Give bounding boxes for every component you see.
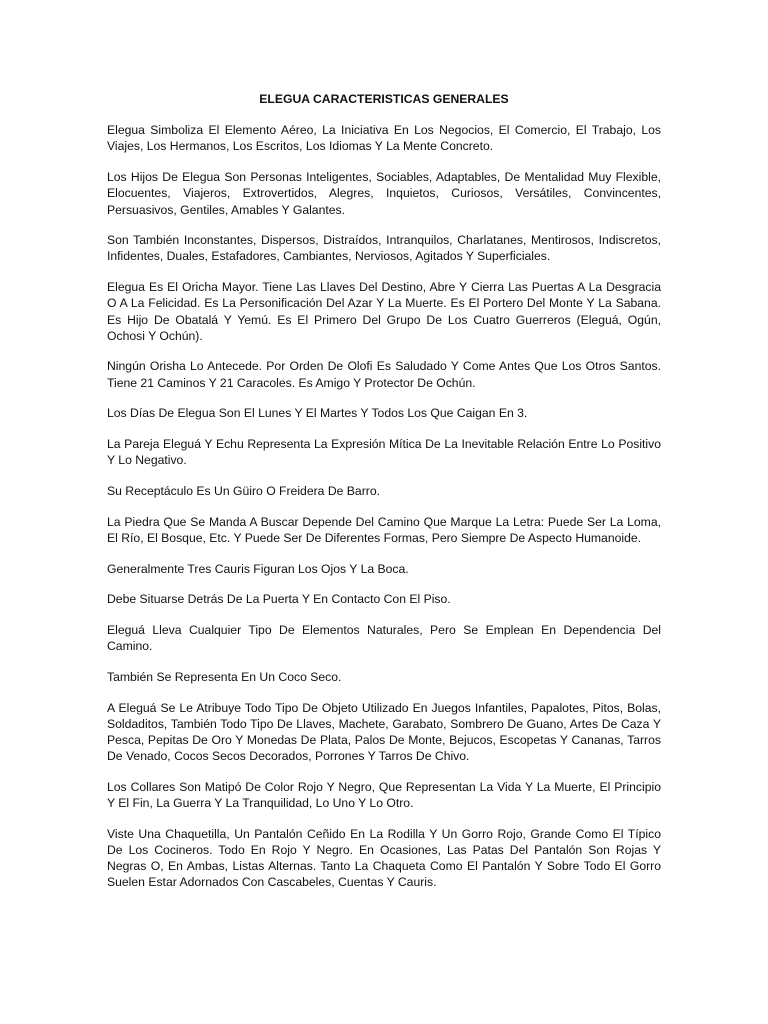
- paragraph-stone: La Piedra Que Se Manda A Buscar Depende Del Camino Que Marque La Letra: Puede Ser La Loma, El Río, El Bosque, Etc. Y Puede Ser De Diferentes Formas, Pero Siempre De Aspecto Humanoide.: [107, 514, 661, 545]
- paragraph-children-traits: Los Hijos De Elegua Son Personas Inteligentes, Sociables, Adaptables, De Mentalidad Muy Flexible, Elocuentes, Viajeros, Extrovertidos, Alegres, Inquietos, Curiosos, Versátiles, Convincentes, Persuasivos, Gentiles, Amables Y Galantes.: [107, 170, 661, 217]
- paragraph-natural-elements: Eleguá Lleva Cualquier Tipo De Elementos Naturales, Pero Se Emplean En Dependencia Del Camino.: [107, 622, 661, 654]
- paragraph-attributed-objects: A Eleguá Se Le Atribuye Todo Tipo De Objeto Utilizado En Juegos Infantiles, Papalotes, Pitos, Bolas, Soldaditos, También Todo Tipo De Llaves, Machete, Garabato, Sombrero De Guano, Artes De Caza Y Pesca, Pepitas De Oro Y Monedas De Plata, Palos De Monte, Bejucos, Escopetas Y Cananas, Tarros De Venado, Cocos Secos Decorados, Porrones Y Tarros De Chivo.: [107, 700, 661, 764]
- paragraph-oricha-mayor: Elegua Es El Oricha Mayor. Tiene Las Llaves Del Destino, Abre Y Cierra Las Puertas A La Desgracia O A La Felicidad. Es La Personificación Del Azar Y La Muerte. Es El Portero Del Monte Y La Sabana. Es Hijo De Obatalá Y Yemú. Es El Primero Del Grupo De Los Cuatro Guerreros (Eleguá, Ogún, Ochosi Y Ochún).: [107, 280, 661, 343]
- paragraph-dry-coconut: También Se Representa En Un Coco Seco.: [107, 669, 342, 684]
- paragraph-cauris: Generalmente Tres Cauris Figuran Los Ojos Y La Boca.: [107, 561, 409, 576]
- paragraph-necklaces: Los Collares Son Matipó De Color Rojo Y Negro, Que Representan La Vida Y La Muerte, El Principio Y El Fin, La Guerra Y La Tranquilidad, Lo Uno Y Lo Otro.: [107, 779, 661, 811]
- document-page: [107, 91, 661, 905]
- paragraph-elegua-echu: La Pareja Eleguá Y Echu Representa La Expresión Mítica De La Inevitable Relación Entre Lo Positivo Y Lo Negativo.: [107, 437, 661, 468]
- paragraph-receptacle: Su Receptáculo Es Un Güiro O Freidera De Barro.: [107, 483, 380, 498]
- paragraph-placement: Debe Situarse Detrás De La Puerta Y En Contacto Con El Piso.: [107, 592, 451, 607]
- paragraph-days: Los Días De Elegua Son El Lunes Y El Martes Y Todos Los Que Caigan En 3.: [107, 406, 528, 421]
- paragraph-no-orisha-precedes: Ningún Orisha Lo Antecede. Por Orden De Olofi Es Saludado Y Come Antes Que Los Otros Santos. Tiene 21 Caminos Y 21 Caracoles. Es Amigo Y Protector De Ochún.: [107, 359, 661, 390]
- paragraph-negative-traits: Son También Inconstantes, Dispersos, Distraídos, Intranquilos, Charlatanes, Mentirosos, Indiscretos, Infidentes, Duales, Estafadores, Cambiantes, Nerviosos, Agitados Y Superficiales.: [107, 233, 661, 264]
- paragraph-air-element: Elegua Simboliza El Elemento Aéreo, La Iniciativa En Los Negocios, El Comercio, El Trabajo, Los Viajes, Los Hermanos, Los Escritos, Los Idiomas Y La Mente Concreto.: [107, 123, 661, 154]
- paragraph-clothing: Viste Una Chaquetilla, Un Pantalón Ceñido En La Rodilla Y Un Gorro Rojo, Grande Como El Típico De Los Cocineros. Todo En Rojo Y Negro. En Ocasiones, Las Patas Del Pantalón Son Rojas Y Negras O, En Ambas, Listas Alternas. Tanto La Chaqueta Como El Pantalón Y Sobre Todo El Gorro Suelen Estar Adornados Con Cascabeles, Cuentas Y Cauris.: [107, 826, 661, 890]
- document-title: ELEGUA CARACTERISTICAS GENERALES: [259, 92, 509, 106]
